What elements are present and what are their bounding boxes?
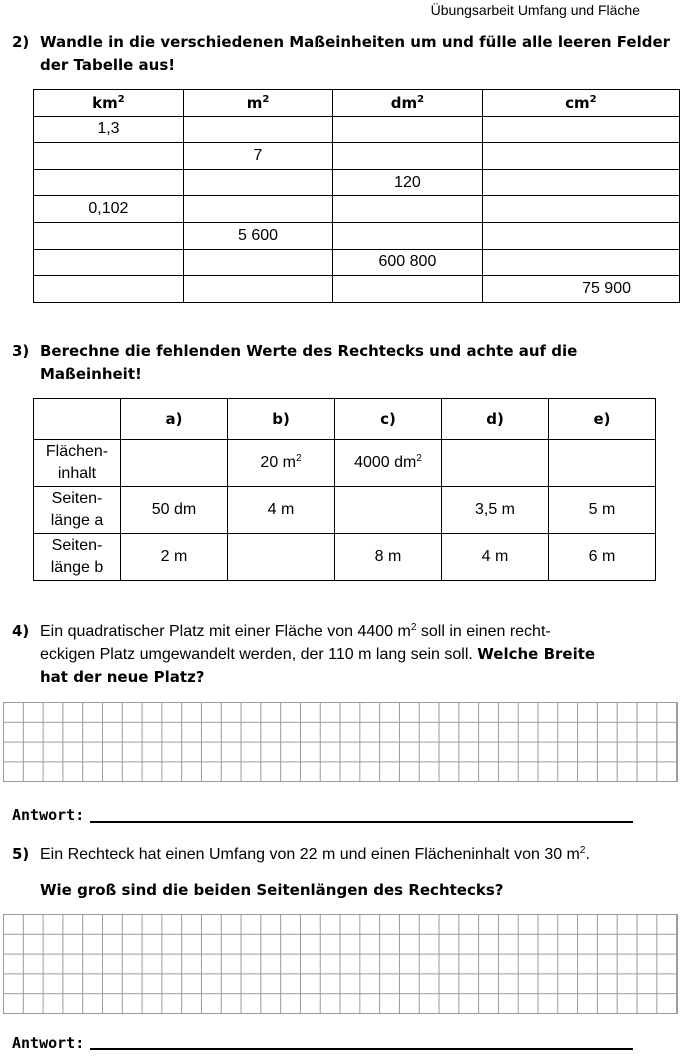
- row-label-area: Flächen- inhalt: [34, 440, 121, 487]
- table-cell[interactable]: [183, 249, 332, 276]
- column-b: b): [228, 399, 335, 440]
- table-cell[interactable]: 75 900: [482, 276, 679, 303]
- table-cell[interactable]: [228, 534, 335, 581]
- table-cell[interactable]: [482, 249, 679, 276]
- table-cell[interactable]: 600 800: [333, 249, 483, 276]
- table-row: [34, 249, 680, 276]
- table-row-side-a: [34, 487, 656, 534]
- table-cell[interactable]: [34, 249, 184, 276]
- table-cell[interactable]: [482, 116, 679, 143]
- header-m: $m^2$: [183, 90, 332, 117]
- task-3-instruction: [12, 340, 672, 390]
- table-cell[interactable]: 120: [333, 169, 483, 196]
- task-3-text: Berechne die fehlenden Werte des Rechtecks und achte auf die Maßeinheit!: [40, 342, 578, 383]
- row-label-side-b: Seiten- länge b: [34, 534, 121, 581]
- table-cell[interactable]: [333, 276, 483, 303]
- table-cell[interactable]: [34, 169, 184, 196]
- table-cell[interactable]: [335, 487, 442, 534]
- table-cell[interactable]: [333, 222, 483, 249]
- table-row: [34, 222, 680, 249]
- table-cell[interactable]: 7: [183, 143, 332, 170]
- table-cell[interactable]: 3,5 m: [442, 487, 549, 534]
- table-cell[interactable]: [442, 440, 549, 487]
- table-cell[interactable]: [482, 143, 679, 170]
- task-5-instruction: [12, 843, 672, 903]
- table-cell[interactable]: 0,102: [34, 196, 184, 223]
- task-4-text: Ein quadratischer Platz mit einer Fläche von 4400 $m^2$ soll in einen recht- eckigen Platz umgewandelt werden, der 110 m lang sein soll. Welche Breite hat der neue Platz?: [40, 622, 596, 686]
- unit-conversion-table: [33, 89, 680, 303]
- column-a: a): [121, 399, 228, 440]
- table-row-side-b: [34, 534, 656, 581]
- column-e: e): [549, 399, 656, 440]
- table-cell[interactable]: 2 m: [121, 534, 228, 581]
- row-label-side-a: Seiten- länge a: [34, 487, 121, 534]
- table-row: [34, 143, 680, 170]
- header-dm: $dm^2$: [333, 90, 483, 117]
- table-header-row: [34, 90, 680, 117]
- table-cell[interactable]: 1,3: [34, 116, 184, 143]
- table-cell[interactable]: [333, 143, 483, 170]
- table-row: [34, 196, 680, 223]
- corner-cell: [34, 399, 121, 440]
- calculation-grid[interactable]: [3, 914, 678, 1014]
- table-cell[interactable]: [34, 222, 184, 249]
- table-cell[interactable]: 4 m: [442, 534, 549, 581]
- table-cell[interactable]: [183, 276, 332, 303]
- table-cell[interactable]: [183, 116, 332, 143]
- table-cell[interactable]: [482, 169, 679, 196]
- header-cm: $cm^2$: [482, 90, 679, 117]
- answer-line[interactable]: [90, 821, 633, 823]
- task-5-text: Ein Rechteck hat einen Umfang von 22 m und einen Flächeninhalt von 30 $m^2$. Wie groß sind die beiden Seitenlängen des Rechtecks?: [40, 845, 590, 899]
- table-cell[interactable]: 50 dm: [121, 487, 228, 534]
- task-number: 2): [12, 33, 30, 51]
- table-cell[interactable]: [333, 196, 483, 223]
- table-cell[interactable]: [333, 116, 483, 143]
- task-2-instruction: [12, 31, 672, 81]
- answer-line[interactable]: [90, 1048, 633, 1050]
- table-cell[interactable]: [34, 143, 184, 170]
- table-cell[interactable]: [121, 440, 228, 487]
- answer-label: Antwort:: [12, 806, 85, 824]
- table-cell[interactable]: 4000 $dm^2$: [335, 440, 442, 487]
- table-cell[interactable]: [549, 440, 656, 487]
- worksheet-header: Übungsarbeit Umfang und Fläche: [430, 2, 640, 18]
- column-c: c): [335, 399, 442, 440]
- table-cell[interactable]: 5 600: [183, 222, 332, 249]
- answer-label: Antwort:: [12, 1034, 85, 1052]
- task-number: 4): [12, 622, 30, 640]
- table-cell[interactable]: [183, 169, 332, 196]
- task-4-instruction: [12, 620, 672, 692]
- table-cell[interactable]: [482, 222, 679, 249]
- header-km: $km^2$: [34, 90, 184, 117]
- table-cell[interactable]: 6 m: [549, 534, 656, 581]
- task-number: 5): [12, 845, 30, 863]
- table-cell[interactable]: [482, 196, 679, 223]
- rectangle-table: [33, 398, 656, 581]
- table-cell[interactable]: 20 $m^2$: [228, 440, 335, 487]
- table-cell[interactable]: 4 m: [228, 487, 335, 534]
- table-row: [34, 116, 680, 143]
- task-2-text: Wandle in die verschiedenen Maßeinheiten um und fülle alle leeren Felder der Tabelle aus!: [40, 33, 671, 74]
- table-cell[interactable]: 8 m: [335, 534, 442, 581]
- table-cell[interactable]: [183, 196, 332, 223]
- table-cell[interactable]: 5 m: [549, 487, 656, 534]
- column-d: d): [442, 399, 549, 440]
- table-row: [34, 276, 680, 303]
- table-header-row: [34, 399, 656, 440]
- calculation-grid[interactable]: [3, 702, 678, 782]
- table-row: [34, 169, 680, 196]
- task-number: 3): [12, 342, 30, 360]
- table-cell[interactable]: [34, 276, 184, 303]
- table-row-area: [34, 440, 656, 487]
